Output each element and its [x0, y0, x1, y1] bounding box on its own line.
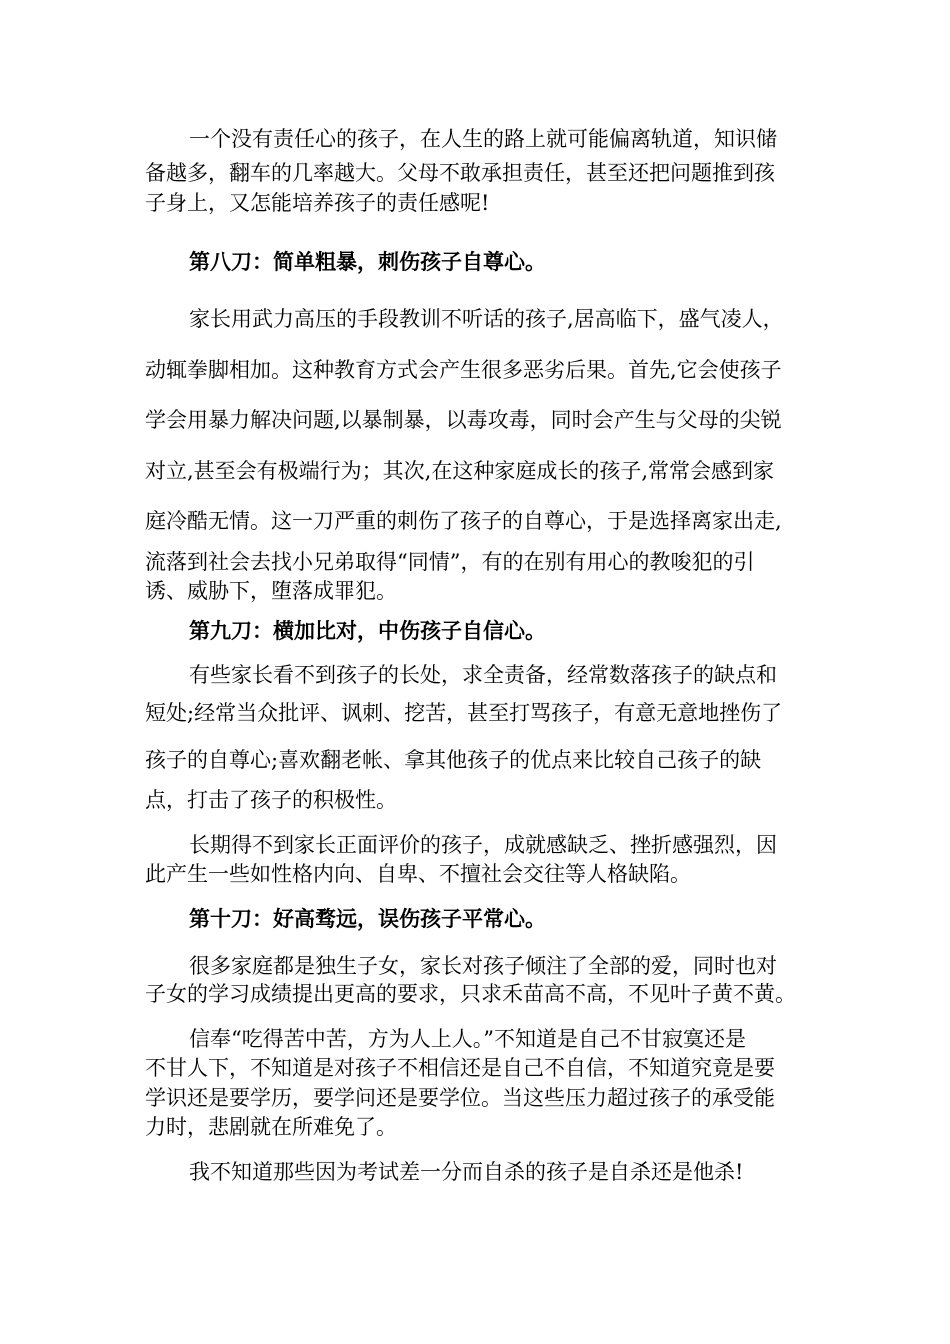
- paragraph-line: 流落到社会去找小兄弟取得“同情”，有的在别有用心的教唆犯的引: [145, 550, 755, 574]
- paragraph-line: 点，打击了孩子的积极性。: [145, 788, 397, 812]
- paragraph-line: 动辄拳脚相加。这种教育方式会产生很多恶劣后果。首先,它会使孩子: [145, 358, 782, 382]
- paragraph-line: 子身上，又怎能培养孩子的责任感呢!: [145, 191, 490, 215]
- section-heading: 第八刀：简单粗暴，刺伤孩子自尊心。: [189, 249, 546, 274]
- paragraph-line: 力时，悲剧就在所难免了。: [145, 1115, 397, 1139]
- paragraph-line: 不甘人下，不知道是对孩子不相信还是自己不自信，不知道究竟是要: [145, 1056, 775, 1080]
- paragraph-line: 对立,甚至会有极端行为；其次,在这种家庭成长的孩子,常常会感到家: [145, 459, 775, 483]
- paragraph-line: 子女的学习成绩提出更高的要求，只求禾苗高不高，不见叶子黄不黄。: [145, 982, 796, 1006]
- paragraph-line: 备越多，翻车的几率越大。父母不敢承担责任，甚至还把问题推到孩: [145, 161, 775, 185]
- paragraph-line: 孩子的自尊心;喜欢翻老帐、拿其他孩子的优点来比较自己孩子的缺: [145, 748, 762, 772]
- paragraph-line: 此产生一些如性格内向、自卑、不擅社会交往等人格缺陷。: [145, 862, 691, 886]
- paragraph-line: 庭冷酷无情。这一刀严重的刺伤了孩子的自尊心，于是选择离家出走,: [145, 509, 782, 533]
- paragraph-line: 长期得不到家长正面评价的孩子，成就感缺乏、挫折感强烈，因: [189, 833, 777, 857]
- paragraph-line: 信奉“吃得苦中苦，方为人上人。”不知道是自己不甘寂寞还是: [189, 1027, 746, 1051]
- paragraph-line: 我不知道那些因为考试差一分而自杀的孩子是自杀还是他杀!: [189, 1160, 744, 1184]
- section-heading: 第九刀：横加比对，中伤孩子自信心。: [189, 618, 546, 643]
- section-heading: 第十刀：好高骛远，误伤孩子平常心。: [189, 906, 546, 931]
- paragraph-line: 很多家庭都是独生子女，家长对孩子倾注了全部的爱，同时也对: [189, 954, 777, 978]
- paragraph-line: 一个没有责任心的孩子，在人生的路上就可能偏离轨道，知识储: [189, 127, 777, 151]
- paragraph-line: 有些家长看不到孩子的长处，求全责备，经常数落孩子的缺点和: [189, 663, 777, 687]
- paragraph-line: 短处;经常当众批评、讽刺、挖苦，甚至打骂孩子，有意无意地挫伤了: [145, 701, 783, 725]
- paragraph-line: 诱、威胁下，堕落成罪犯。: [145, 579, 397, 603]
- paragraph-line: 学识还是要学历，要学问还是要学位。当这些压力超过孩子的承受能: [145, 1086, 775, 1110]
- paragraph-line: 家长用武力高压的手段教训不听话的孩子,居高临下，盛气凌人，: [189, 307, 784, 331]
- paragraph-line: 学会用暴力解决问题,以暴制暴，以毒攻毒，同时会产生与父母的尖锐: [145, 408, 782, 432]
